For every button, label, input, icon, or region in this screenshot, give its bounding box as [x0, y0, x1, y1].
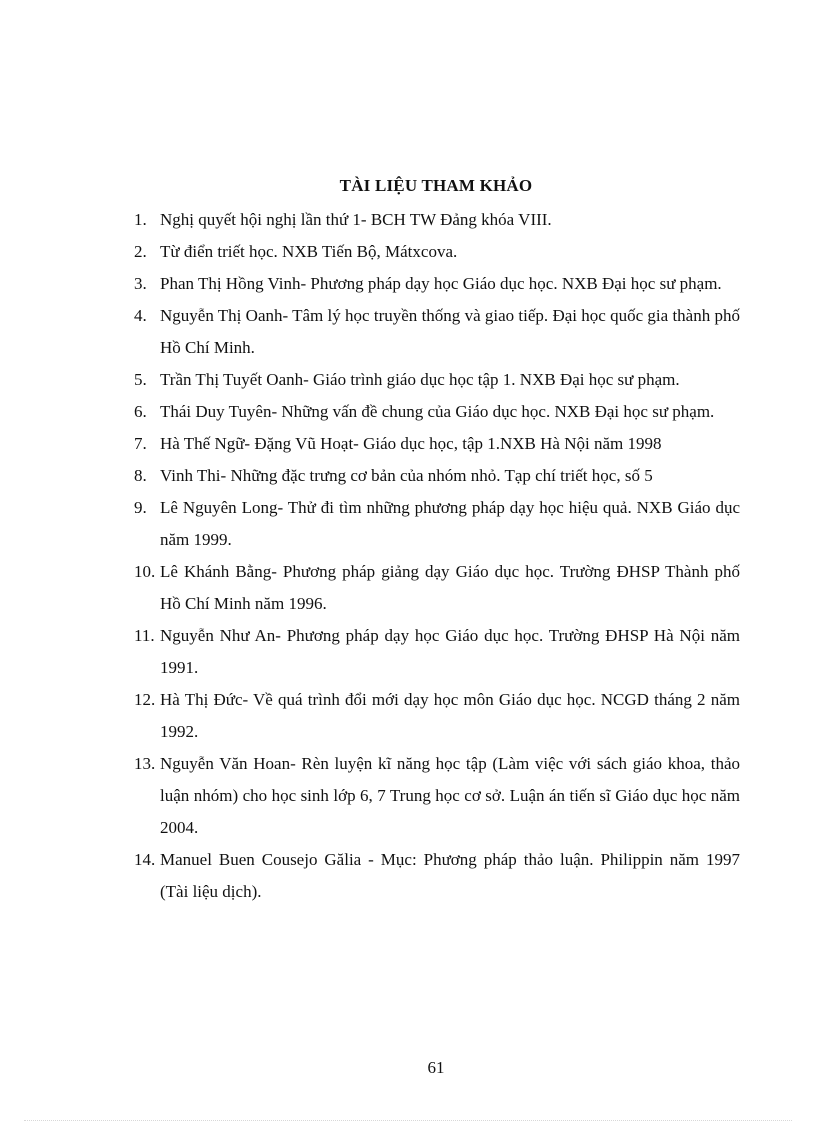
reference-text: Lê Nguyên Long- Thử đi tìm những phương pháp dạy học hiệu quả. NXB Giáo dục năm 1999. — [160, 498, 740, 549]
reference-item — [134, 844, 740, 908]
reference-text: Nghị quyết hội nghị lần thứ 1- BCH TW Đảng khóa VIII. — [160, 210, 552, 229]
reference-number: 11. — [134, 626, 155, 645]
reference-item — [134, 236, 740, 268]
reference-text: Từ điển triết học. NXB Tiến Bộ, Mátxcova. — [160, 242, 458, 261]
reference-number: 2. — [134, 242, 147, 261]
reference-text: Phan Thị Hồng Vinh- Phương pháp dạy học Giáo dục học. NXB Đại học sư phạm. — [160, 274, 722, 293]
reference-text: Hà Thị Đức- Về quá trình đổi mới dạy học môn Giáo dục học. NCGD tháng 2 năm 1992. — [160, 690, 740, 741]
reference-text: Nguyễn Như An- Phương pháp dạy học Giáo dục học. Trường ĐHSP Hà Nội năm 1991. — [160, 626, 740, 677]
reference-number: 4. — [134, 306, 147, 325]
reference-text: Manuel Buen Cousejo Gălia - Mục: Phương pháp thảo luận. Philippin năm 1997 (Tài liệu dịch). — [160, 850, 740, 901]
reference-text: Thái Duy Tuyên- Những vấn đề chung của Giáo dục học. NXB Đại học sư phạm. — [160, 402, 715, 421]
reference-item — [134, 556, 740, 620]
reference-text: Nguyễn Thị Oanh- Tâm lý học truyền thống và giao tiếp. Đại học quốc gia thành phố Hồ Chí Minh. — [160, 306, 740, 357]
reference-text: Hà Thế Ngữ- Đặng Vũ Hoạt- Giáo dục học, tập 1.NXB Hà Nội năm 1998 — [160, 434, 662, 453]
page-title: TÀI LIỆU THAM KHẢO — [339, 176, 533, 195]
reference-item — [134, 428, 740, 460]
reference-item — [134, 204, 740, 236]
reference-number: 9. — [134, 498, 147, 517]
reference-item — [134, 460, 740, 492]
reference-number: 6. — [134, 402, 147, 421]
reference-number: 12. — [134, 690, 156, 709]
reference-number: 3. — [134, 274, 147, 293]
reference-text: Nguyễn Văn Hoan- Rèn luyện kĩ năng học tập (Làm việc với sách giáo khoa, thảo luận nhóm) cho học sinh lớp 6, 7 Trung học cơ sở. Luận án tiến sĩ Giáo dục học năm 2004. — [160, 754, 740, 837]
reference-text: Vinh Thi- Những đặc trưng cơ bản của nhóm nhỏ. Tạp chí triết học, số 5 — [160, 466, 653, 485]
reference-number: 1. — [134, 210, 147, 229]
reference-number: 5. — [134, 370, 147, 389]
page-number: 61 — [427, 1058, 445, 1077]
reference-item — [134, 492, 740, 556]
reference-number: 7. — [134, 434, 147, 453]
reference-number: 10. — [134, 562, 156, 581]
page-bottom-divider — [24, 1120, 792, 1121]
reference-item — [134, 268, 740, 300]
reference-number: 13. — [134, 754, 156, 773]
reference-text: Trần Thị Tuyết Oanh- Giáo trình giáo dục học tập 1. NXB Đại học sư phạm. — [160, 370, 680, 389]
reference-item — [134, 364, 740, 396]
reference-number: 8. — [134, 466, 147, 485]
reference-item — [134, 684, 740, 748]
reference-item — [134, 396, 740, 428]
reference-text: Lê Khánh Bằng- Phương pháp giảng dạy Giáo dục học. Trường ĐHSP Thành phố Hồ Chí Minh năm 1996. — [160, 562, 740, 613]
reference-item — [134, 748, 740, 844]
reference-item — [134, 300, 740, 364]
reference-item — [134, 620, 740, 684]
reference-list — [134, 204, 740, 908]
reference-number: 14. — [134, 850, 156, 869]
